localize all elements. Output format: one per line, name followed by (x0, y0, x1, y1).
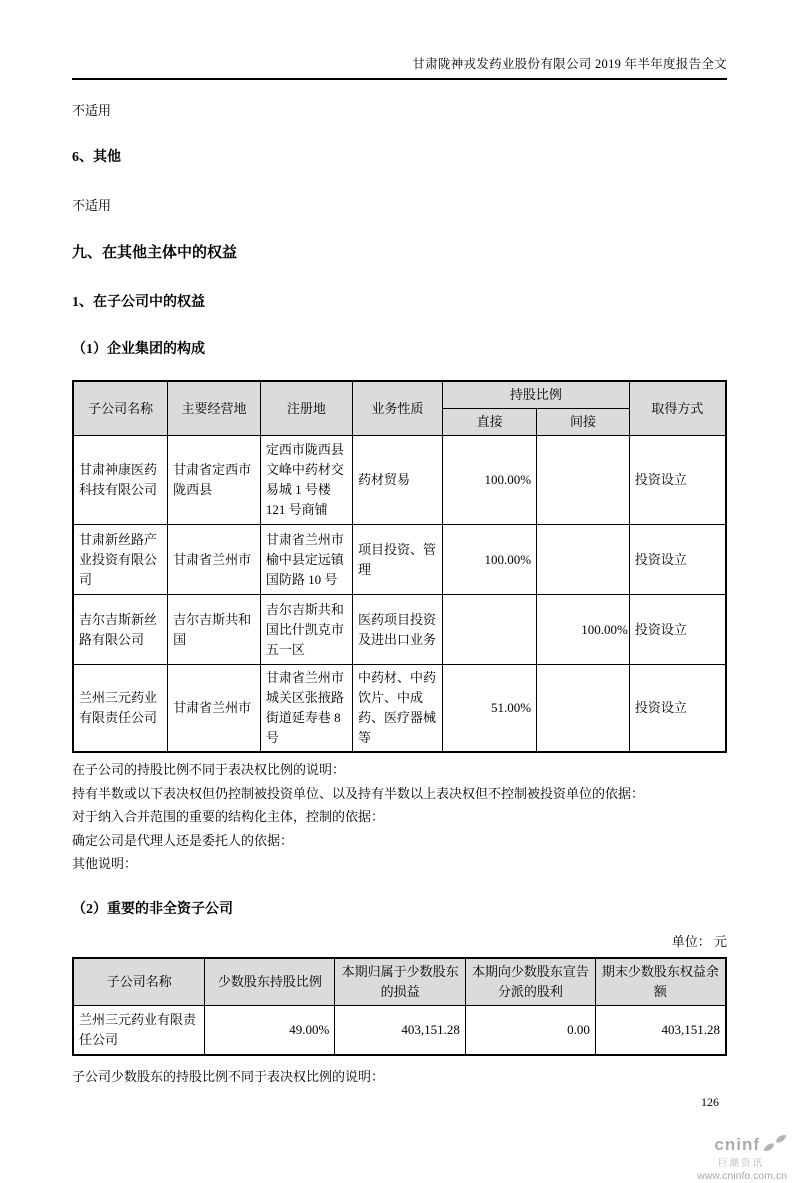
cell-indirect-ratio: 100.00% (537, 595, 630, 665)
cell-registered-place: 定西市陇西县文峰中药材交易城 1 号楼 121 号商铺 (260, 436, 352, 525)
cell-business-nature: 中药材、中药饮片、中成药、医疗器械等 (352, 665, 442, 753)
not-applicable-text-2: 不适用 (72, 198, 112, 213)
col-header-business-nature: 业务性质 (352, 381, 442, 436)
heading-9-1-equity-in-subsidiaries: 1、在子公司中的权益 (72, 295, 205, 310)
col-header-indirect: 间接 (537, 409, 630, 436)
cninfo-url: www.cninfo.com.cn (697, 1170, 787, 1183)
cell-acquisition-method: 投资设立 (629, 595, 726, 665)
table-row (73, 436, 726, 525)
cell-subsidiary-name: 甘肃新丝路产业投资有限公司 (73, 525, 168, 595)
cell-business-nature: 药材贸易 (352, 436, 442, 525)
col-header-declared-dividend: 本期向少数股东宣告分派的股利 (465, 958, 595, 1006)
cell-main-place: 甘肃省定西市陇西县 (168, 436, 261, 525)
cell-ending-minority-equity: 403,151.28 (595, 1005, 726, 1055)
table-row (73, 665, 726, 753)
cninfo-swirl-icon (763, 1133, 787, 1158)
col-header-direct: 直接 (443, 409, 537, 436)
col-header-shareholding-ratio: 持股比例 (443, 381, 630, 409)
cell-direct-ratio: 51.00% (443, 665, 537, 753)
cell-business-nature: 医药项目投资及进出口业务 (352, 595, 442, 665)
table-header-row (73, 381, 726, 409)
cninfo-logo (697, 1133, 787, 1183)
col-header-registered-place: 注册地 (260, 381, 352, 436)
heading-6-other: 6、其他 (72, 150, 121, 165)
unit-label: 单位： 元 (671, 933, 727, 949)
page-number: 126 (701, 1095, 719, 1109)
cell-direct-ratio: 100.00% (443, 525, 537, 595)
note-structured-entity: 对于纳入合并范围的重要的结构化主体，控制的依据： (72, 809, 385, 824)
table-row (73, 525, 726, 595)
col-header-acquisition-method: 取得方式 (629, 381, 726, 436)
cell-acquisition-method: 投资设立 (629, 436, 726, 525)
cell-subsidiary-name: 兰州三元药业有限责任公司 (73, 665, 168, 753)
note-control-basis: 持有半数或以下表决权但仍控制被投资单位、以及持有半数以上表决权但不控制被投资单位的依据： (72, 785, 645, 801)
heading-9-1-2-important-non-wholly-owned: （2）重要的非全资子公司 (72, 901, 233, 917)
cell-minority-ratio: 49.00% (205, 1005, 335, 1055)
report-page (0, 54, 793, 1183)
cell-acquisition-method: 投资设立 (629, 665, 726, 753)
col-header-minority-ratio: 少数股东持股比例 (205, 958, 335, 1006)
heading-9-1-1-group-composition: （1）企业集团的构成 (72, 342, 205, 357)
table-header-row (73, 958, 726, 1006)
col-header-minority-profit-loss: 本期归属于少数股东的损益 (335, 958, 466, 1006)
cell-declared-dividend: 0.00 (465, 1005, 595, 1055)
cell-main-place: 甘肃省兰州市 (168, 525, 261, 595)
cell-registered-place: 吉尔吉斯共和国比什凯克市五一区 (260, 595, 352, 665)
cell-direct-ratio: 100.00% (443, 436, 537, 525)
col-header-subsidiary-name: 子公司名称 (73, 958, 205, 1006)
col-header-ending-minority-equity: 期末少数股东权益余额 (595, 958, 726, 1006)
cell-subsidiary-name: 甘肃神康医药科技有限公司 (73, 436, 168, 525)
cell-registered-place: 甘肃省兰州市榆中县定远镇国防路 10 号 (260, 525, 352, 595)
cell-subsidiary-name: 吉尔吉斯新丝路有限公司 (73, 595, 168, 665)
cell-indirect-ratio (537, 665, 630, 753)
note-other: 其他说明： (72, 856, 138, 871)
document-header-title: 甘肃陇神戎发药业股份有限公司 2019 年半年度报告全文 (72, 54, 727, 80)
note-after-table2: 子公司少数股东的持股比例不同于表决权比例的说明： (72, 1069, 385, 1084)
non-wholly-owned-subsidiary-table (72, 957, 727, 1057)
cninfo-chinese-name: 巨潮资讯 (717, 1157, 764, 1169)
cell-main-place: 吉尔吉斯共和国 (168, 595, 261, 665)
col-header-main-place: 主要经营地 (168, 381, 261, 436)
cell-registered-place: 甘肃省兰州市城关区张掖路街道延寿巷 8 号 (260, 665, 352, 753)
cell-direct-ratio (443, 595, 537, 665)
not-applicable-text-1: 不适用 (72, 103, 112, 118)
subsidiary-composition-table (72, 380, 727, 753)
heading-9-equity-in-other-entities: 九、在其他主体中的权益 (72, 245, 238, 261)
cell-indirect-ratio (537, 525, 630, 595)
table-row (73, 1005, 726, 1055)
note-voting-ratio: 在子公司的持股比例不同于表决权比例的说明： (72, 762, 346, 777)
cell-indirect-ratio (537, 436, 630, 525)
cell-minority-profit-loss: 403,151.28 (335, 1005, 466, 1055)
note-agent-principal: 确定公司是代理人还是委托人的依据： (72, 832, 294, 848)
cell-subsidiary-name: 兰州三元药业有限责任公司 (73, 1005, 205, 1055)
table-row (73, 595, 726, 665)
cell-business-nature: 项目投资、管理 (352, 525, 442, 595)
col-header-subsidiary-name: 子公司名称 (73, 381, 168, 436)
notes-after-table1 (72, 758, 727, 876)
cell-acquisition-method: 投资设立 (629, 525, 726, 595)
cell-main-place: 甘肃省兰州市 (168, 665, 261, 753)
cninfo-brand-text: cninf (714, 1134, 760, 1154)
